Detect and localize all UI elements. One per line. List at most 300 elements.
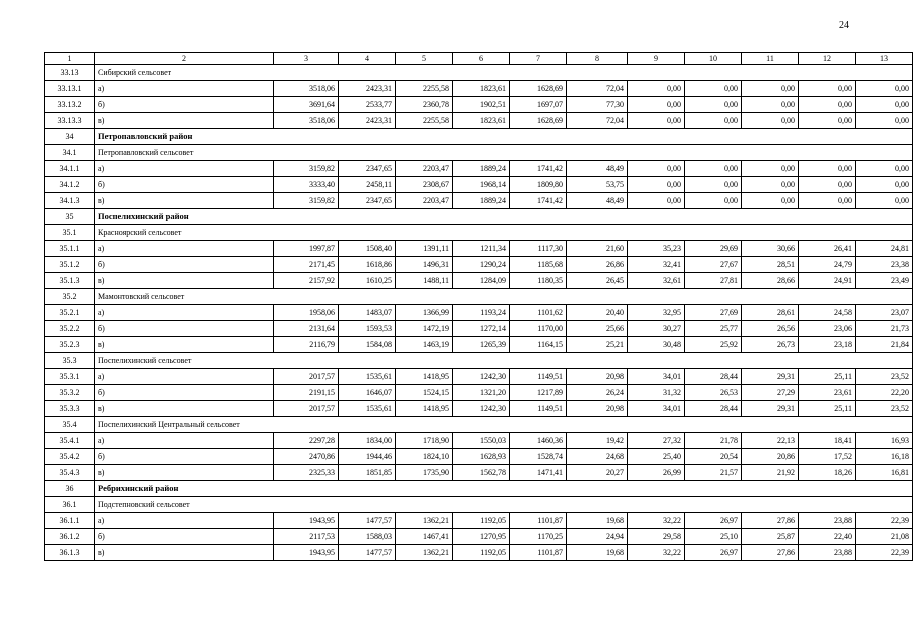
row-label: в) — [95, 273, 274, 289]
value-cell: 28,51 — [742, 257, 799, 273]
value-cell: 1284,09 — [453, 273, 510, 289]
table-row — [45, 513, 913, 529]
value-cell: 32,95 — [628, 305, 685, 321]
value-cell: 1467,41 — [396, 529, 453, 545]
value-cell: 3159,82 — [274, 161, 339, 177]
value-cell: 1997,87 — [274, 241, 339, 257]
value-cell: 1902,51 — [453, 97, 510, 113]
row-code: 33.13 — [45, 65, 95, 81]
value-cell: 2171,45 — [274, 257, 339, 273]
value-cell: 1366,99 — [396, 305, 453, 321]
value-cell: 20,40 — [567, 305, 628, 321]
row-label: а) — [95, 369, 274, 385]
header-row — [45, 53, 913, 65]
row-label: в) — [95, 337, 274, 353]
settlement-row — [45, 417, 913, 433]
row-label: б) — [95, 257, 274, 273]
column-header: 9 — [628, 53, 685, 65]
value-cell: 18,26 — [799, 465, 856, 481]
value-cell: 24,68 — [567, 449, 628, 465]
value-cell: 3159,82 — [274, 193, 339, 209]
settlement-row — [45, 497, 913, 513]
value-cell: 1460,36 — [510, 433, 567, 449]
value-cell: 3691,64 — [274, 97, 339, 113]
settlement-name: Сибирский сельсовет — [95, 65, 913, 81]
value-cell: 3333,40 — [274, 177, 339, 193]
value-cell: 1477,57 — [339, 513, 396, 529]
value-cell: 34,01 — [628, 369, 685, 385]
table-body — [45, 53, 913, 561]
value-cell: 25,11 — [799, 369, 856, 385]
table-row — [45, 193, 913, 209]
value-cell: 30,66 — [742, 241, 799, 257]
value-cell: 23,49 — [856, 273, 913, 289]
column-header: 4 — [339, 53, 396, 65]
settlement-row — [45, 225, 913, 241]
value-cell: 21,60 — [567, 241, 628, 257]
value-cell: 26,56 — [742, 321, 799, 337]
value-cell: 1823,61 — [453, 113, 510, 129]
value-cell: 20,54 — [685, 449, 742, 465]
value-cell: 32,41 — [628, 257, 685, 273]
district-row — [45, 129, 913, 145]
value-cell: 19,42 — [567, 433, 628, 449]
district-row — [45, 481, 913, 497]
value-cell: 2255,58 — [396, 113, 453, 129]
value-cell: 31,32 — [628, 385, 685, 401]
column-header: 13 — [856, 53, 913, 65]
value-cell: 1192,05 — [453, 545, 510, 561]
row-code: 33.13.1 — [45, 81, 95, 97]
row-code: 35.3 — [45, 353, 95, 369]
value-cell: 26,24 — [567, 385, 628, 401]
value-cell: 72,04 — [567, 81, 628, 97]
value-cell: 1149,51 — [510, 401, 567, 417]
district-name: Поспелихинский район — [95, 209, 913, 225]
value-cell: 1242,30 — [453, 369, 510, 385]
row-label: б) — [95, 321, 274, 337]
row-code: 35.1 — [45, 225, 95, 241]
district-name: Ребрихинский район — [95, 481, 913, 497]
value-cell: 34,01 — [628, 401, 685, 417]
value-cell: 26,41 — [799, 241, 856, 257]
column-header: 11 — [742, 53, 799, 65]
value-cell: 1824,10 — [396, 449, 453, 465]
value-cell: 2347,65 — [339, 193, 396, 209]
value-cell: 1741,42 — [510, 193, 567, 209]
value-cell: 1193,24 — [453, 305, 510, 321]
value-cell: 27,67 — [685, 257, 742, 273]
row-code: 35.1.1 — [45, 241, 95, 257]
value-cell: 2297,28 — [274, 433, 339, 449]
value-cell: 1618,86 — [339, 257, 396, 273]
value-cell: 1735,90 — [396, 465, 453, 481]
value-cell: 1628,93 — [453, 449, 510, 465]
value-cell: 0,00 — [742, 161, 799, 177]
table-row — [45, 321, 913, 337]
row-code: 35.1.2 — [45, 257, 95, 273]
value-cell: 1718,90 — [396, 433, 453, 449]
table-row — [45, 97, 913, 113]
value-cell: 1170,00 — [510, 321, 567, 337]
value-cell: 1362,21 — [396, 513, 453, 529]
value-cell: 2017,57 — [274, 401, 339, 417]
row-code: 36.1 — [45, 497, 95, 513]
value-cell: 35,23 — [628, 241, 685, 257]
value-cell: 1391,11 — [396, 241, 453, 257]
value-cell: 0,00 — [856, 161, 913, 177]
value-cell: 1101,87 — [510, 513, 567, 529]
value-cell: 25,92 — [685, 337, 742, 353]
row-code: 36 — [45, 481, 95, 497]
row-code: 35.2.2 — [45, 321, 95, 337]
value-cell: 0,00 — [856, 97, 913, 113]
value-cell: 1588,03 — [339, 529, 396, 545]
table-row — [45, 465, 913, 481]
value-cell: 26,86 — [567, 257, 628, 273]
settlement-row — [45, 353, 913, 369]
table-row — [45, 401, 913, 417]
value-cell: 0,00 — [628, 113, 685, 129]
value-cell: 16,81 — [856, 465, 913, 481]
row-label: а) — [95, 81, 274, 97]
value-cell: 3518,06 — [274, 113, 339, 129]
value-cell: 2533,77 — [339, 97, 396, 113]
value-cell: 24,58 — [799, 305, 856, 321]
value-cell: 26,73 — [742, 337, 799, 353]
table-row — [45, 161, 913, 177]
row-code: 34.1 — [45, 145, 95, 161]
value-cell: 1270,95 — [453, 529, 510, 545]
value-cell: 1593,53 — [339, 321, 396, 337]
value-cell: 29,69 — [685, 241, 742, 257]
row-code: 34.1.2 — [45, 177, 95, 193]
value-cell: 24,94 — [567, 529, 628, 545]
value-cell: 26,53 — [685, 385, 742, 401]
value-cell: 1321,20 — [453, 385, 510, 401]
row-label: а) — [95, 513, 274, 529]
value-cell: 0,00 — [628, 193, 685, 209]
value-cell: 2131,64 — [274, 321, 339, 337]
settlement-name: Петропавловский сельсовет — [95, 145, 913, 161]
table-row — [45, 449, 913, 465]
value-cell: 22,39 — [856, 513, 913, 529]
row-label: а) — [95, 433, 274, 449]
value-cell: 30,48 — [628, 337, 685, 353]
row-label: в) — [95, 193, 274, 209]
value-cell: 2458,11 — [339, 177, 396, 193]
value-cell: 1164,15 — [510, 337, 567, 353]
value-cell: 72,04 — [567, 113, 628, 129]
value-cell: 23,88 — [799, 545, 856, 561]
value-cell: 23,88 — [799, 513, 856, 529]
value-cell: 16,93 — [856, 433, 913, 449]
value-cell: 20,98 — [567, 401, 628, 417]
value-cell: 1477,57 — [339, 545, 396, 561]
row-label: б) — [95, 177, 274, 193]
value-cell: 1889,24 — [453, 161, 510, 177]
value-cell: 2117,53 — [274, 529, 339, 545]
value-cell: 0,00 — [685, 161, 742, 177]
table-row — [45, 177, 913, 193]
district-row — [45, 209, 913, 225]
value-cell: 1968,14 — [453, 177, 510, 193]
value-cell: 1463,19 — [396, 337, 453, 353]
value-cell: 1628,69 — [510, 113, 567, 129]
value-cell: 1834,00 — [339, 433, 396, 449]
tariff-table — [44, 52, 913, 561]
value-cell: 25,10 — [685, 529, 742, 545]
value-cell: 1809,80 — [510, 177, 567, 193]
value-cell: 2017,57 — [274, 369, 339, 385]
value-cell: 1889,24 — [453, 193, 510, 209]
value-cell: 32,22 — [628, 545, 685, 561]
value-cell: 32,22 — [628, 513, 685, 529]
value-cell: 0,00 — [856, 193, 913, 209]
value-cell: 2470,86 — [274, 449, 339, 465]
value-cell: 1628,69 — [510, 81, 567, 97]
value-cell: 77,30 — [567, 97, 628, 113]
value-cell: 1217,89 — [510, 385, 567, 401]
value-cell: 21,78 — [685, 433, 742, 449]
value-cell: 23,52 — [856, 401, 913, 417]
value-cell: 1944,46 — [339, 449, 396, 465]
value-cell: 1697,07 — [510, 97, 567, 113]
value-cell: 18,41 — [799, 433, 856, 449]
row-code: 34.1.1 — [45, 161, 95, 177]
value-cell: 0,00 — [628, 97, 685, 113]
value-cell: 1823,61 — [453, 81, 510, 97]
value-cell: 1149,51 — [510, 369, 567, 385]
value-cell: 24,79 — [799, 257, 856, 273]
value-cell: 0,00 — [742, 177, 799, 193]
value-cell: 48,49 — [567, 161, 628, 177]
row-label: б) — [95, 529, 274, 545]
column-header: 2 — [95, 53, 274, 65]
value-cell: 25,66 — [567, 321, 628, 337]
row-code: 35.4.1 — [45, 433, 95, 449]
value-cell: 2157,92 — [274, 273, 339, 289]
value-cell: 21,73 — [856, 321, 913, 337]
row-code: 35.3.3 — [45, 401, 95, 417]
value-cell: 25,40 — [628, 449, 685, 465]
row-code: 36.1.1 — [45, 513, 95, 529]
column-header: 10 — [685, 53, 742, 65]
value-cell: 1943,95 — [274, 545, 339, 561]
row-code: 34 — [45, 129, 95, 145]
table-row — [45, 305, 913, 321]
table-row — [45, 433, 913, 449]
value-cell: 1185,68 — [510, 257, 567, 273]
row-label: б) — [95, 97, 274, 113]
value-cell: 0,00 — [685, 97, 742, 113]
value-cell: 48,49 — [567, 193, 628, 209]
value-cell: 24,81 — [856, 241, 913, 257]
value-cell: 1211,34 — [453, 241, 510, 257]
row-code: 35.2.3 — [45, 337, 95, 353]
value-cell: 0,00 — [742, 193, 799, 209]
value-cell: 53,75 — [567, 177, 628, 193]
value-cell: 21,57 — [685, 465, 742, 481]
row-code: 35.4.3 — [45, 465, 95, 481]
value-cell: 1535,61 — [339, 401, 396, 417]
value-cell: 2255,58 — [396, 81, 453, 97]
value-cell: 0,00 — [742, 113, 799, 129]
row-label: в) — [95, 401, 274, 417]
value-cell: 1242,30 — [453, 401, 510, 417]
value-cell: 22,20 — [856, 385, 913, 401]
value-cell: 1170,25 — [510, 529, 567, 545]
value-cell: 0,00 — [628, 81, 685, 97]
value-cell: 1117,30 — [510, 241, 567, 257]
value-cell: 1646,07 — [339, 385, 396, 401]
value-cell: 2360,78 — [396, 97, 453, 113]
value-cell: 1265,39 — [453, 337, 510, 353]
row-label: в) — [95, 113, 274, 129]
row-label: а) — [95, 241, 274, 257]
row-code: 33.13.2 — [45, 97, 95, 113]
value-cell: 1483,07 — [339, 305, 396, 321]
value-cell: 1101,62 — [510, 305, 567, 321]
value-cell: 25,11 — [799, 401, 856, 417]
value-cell: 25,21 — [567, 337, 628, 353]
value-cell: 2191,15 — [274, 385, 339, 401]
value-cell: 23,38 — [856, 257, 913, 273]
value-cell: 32,61 — [628, 273, 685, 289]
settlement-name: Поспелихинский Центральный сельсовет — [95, 417, 913, 433]
value-cell: 1508,40 — [339, 241, 396, 257]
value-cell: 17,52 — [799, 449, 856, 465]
value-cell: 1101,87 — [510, 545, 567, 561]
value-cell: 26,45 — [567, 273, 628, 289]
value-cell: 24,91 — [799, 273, 856, 289]
value-cell: 1471,41 — [510, 465, 567, 481]
value-cell: 0,00 — [856, 177, 913, 193]
value-cell: 0,00 — [799, 113, 856, 129]
value-cell: 1851,85 — [339, 465, 396, 481]
settlement-name: Поспелихинский сельсовет — [95, 353, 913, 369]
value-cell: 1524,15 — [396, 385, 453, 401]
value-cell: 25,87 — [742, 529, 799, 545]
row-label: б) — [95, 385, 274, 401]
row-code: 35.1.3 — [45, 273, 95, 289]
value-cell: 0,00 — [685, 177, 742, 193]
column-header: 6 — [453, 53, 510, 65]
row-code: 34.1.3 — [45, 193, 95, 209]
settlement-row — [45, 65, 913, 81]
value-cell: 27,86 — [742, 545, 799, 561]
column-header: 7 — [510, 53, 567, 65]
value-cell: 0,00 — [628, 177, 685, 193]
value-cell: 21,92 — [742, 465, 799, 481]
value-cell: 23,07 — [856, 305, 913, 321]
column-header: 1 — [45, 53, 95, 65]
table-row — [45, 257, 913, 273]
value-cell: 23,61 — [799, 385, 856, 401]
table-row — [45, 385, 913, 401]
settlement-row — [45, 289, 913, 305]
value-cell: 0,00 — [799, 161, 856, 177]
value-cell: 29,31 — [742, 369, 799, 385]
value-cell: 22,13 — [742, 433, 799, 449]
value-cell: 1418,95 — [396, 369, 453, 385]
row-code: 35.4 — [45, 417, 95, 433]
value-cell: 1584,08 — [339, 337, 396, 353]
value-cell: 29,58 — [628, 529, 685, 545]
row-label: в) — [95, 465, 274, 481]
row-code: 35.3.2 — [45, 385, 95, 401]
value-cell: 27,86 — [742, 513, 799, 529]
value-cell: 1472,19 — [396, 321, 453, 337]
value-cell: 23,18 — [799, 337, 856, 353]
column-header: 8 — [567, 53, 628, 65]
value-cell: 0,00 — [856, 81, 913, 97]
value-cell: 20,86 — [742, 449, 799, 465]
value-cell: 2423,31 — [339, 113, 396, 129]
row-code: 36.1.2 — [45, 529, 95, 545]
table-row — [45, 241, 913, 257]
value-cell: 30,27 — [628, 321, 685, 337]
value-cell: 1535,61 — [339, 369, 396, 385]
value-cell: 2423,31 — [339, 81, 396, 97]
settlement-name: Мамонтовский сельсовет — [95, 289, 913, 305]
value-cell: 1741,42 — [510, 161, 567, 177]
value-cell: 1562,78 — [453, 465, 510, 481]
settlement-row — [45, 145, 913, 161]
value-cell: 28,44 — [685, 369, 742, 385]
row-code: 35.2.1 — [45, 305, 95, 321]
row-code: 35 — [45, 209, 95, 225]
table-row — [45, 273, 913, 289]
value-cell: 20,27 — [567, 465, 628, 481]
value-cell: 2308,67 — [396, 177, 453, 193]
table-row — [45, 545, 913, 561]
column-header: 3 — [274, 53, 339, 65]
table-row — [45, 529, 913, 545]
value-cell: 19,68 — [567, 545, 628, 561]
settlement-name: Красноярский сельсовет — [95, 225, 913, 241]
value-cell: 22,39 — [856, 545, 913, 561]
value-cell: 25,77 — [685, 321, 742, 337]
table-row — [45, 81, 913, 97]
value-cell: 2203,47 — [396, 193, 453, 209]
value-cell: 27,69 — [685, 305, 742, 321]
value-cell: 0,00 — [799, 177, 856, 193]
value-cell: 28,44 — [685, 401, 742, 417]
value-cell: 2203,47 — [396, 161, 453, 177]
row-label: а) — [95, 161, 274, 177]
value-cell: 1362,21 — [396, 545, 453, 561]
value-cell: 1496,31 — [396, 257, 453, 273]
value-cell: 1528,74 — [510, 449, 567, 465]
value-cell: 1488,11 — [396, 273, 453, 289]
value-cell: 1550,03 — [453, 433, 510, 449]
value-cell: 1290,24 — [453, 257, 510, 273]
value-cell: 0,00 — [799, 81, 856, 97]
value-cell: 1180,35 — [510, 273, 567, 289]
value-cell: 16,18 — [856, 449, 913, 465]
value-cell: 23,06 — [799, 321, 856, 337]
value-cell: 20,98 — [567, 369, 628, 385]
value-cell: 27,32 — [628, 433, 685, 449]
value-cell: 29,31 — [742, 401, 799, 417]
value-cell: 3518,06 — [274, 81, 339, 97]
row-code: 33.13.3 — [45, 113, 95, 129]
value-cell: 0,00 — [742, 97, 799, 113]
row-label: а) — [95, 305, 274, 321]
value-cell: 28,61 — [742, 305, 799, 321]
value-cell: 1943,95 — [274, 513, 339, 529]
